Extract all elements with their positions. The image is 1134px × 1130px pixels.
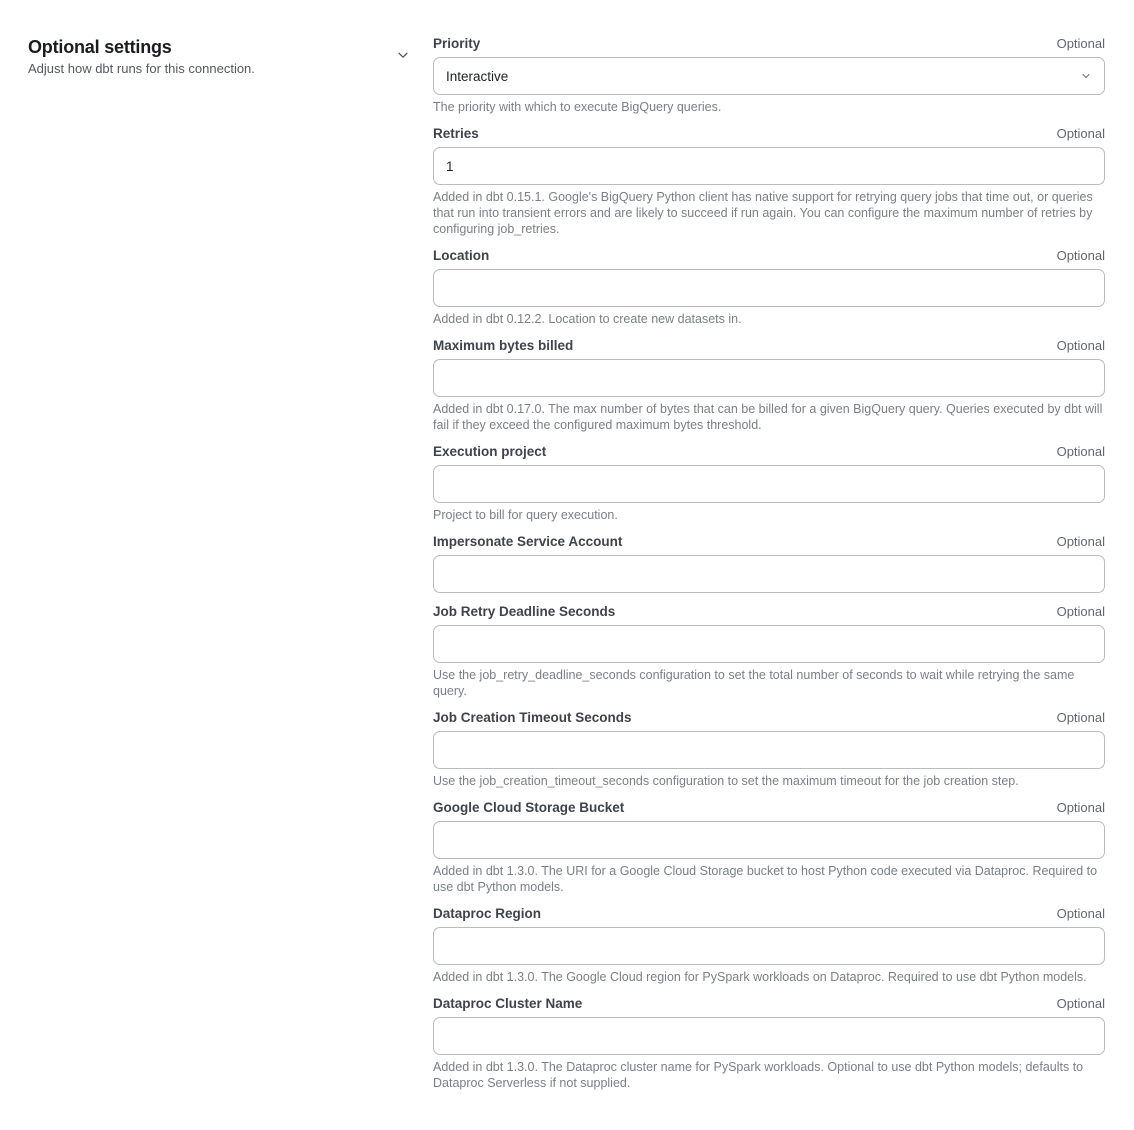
field-execution-project <box>433 444 1105 523</box>
job-creation-timeout-seconds-label: Job Creation Timeout Seconds <box>433 710 632 725</box>
location-label: Location <box>433 248 490 263</box>
dataproc-cluster-name-help-text: Added in dbt 1.3.0. The Dataproc cluster name for PySpark workloads. Optional to use dbt Python models; defaults to Dataproc Serverless if not supplied. <box>433 1060 1084 1090</box>
job-retry-deadline-seconds-label: Job Retry Deadline Seconds <box>433 604 616 619</box>
field-maximum-bytes-billed <box>433 338 1105 433</box>
field-label-row <box>433 248 1105 264</box>
google-cloud-storage-bucket-optional-badge: Optional <box>1056 800 1105 815</box>
field-job-retry-deadline-seconds <box>433 604 1105 699</box>
field-label-row <box>433 534 1105 550</box>
page-title: Optional settings <box>28 37 172 57</box>
priority-select[interactable] <box>433 57 1105 95</box>
chevron-down-icon <box>1080 70 1092 82</box>
field-google-cloud-storage-bucket <box>433 800 1105 895</box>
field-label-row <box>433 444 1105 460</box>
field-dataproc-region <box>433 906 1105 985</box>
dataproc-cluster-name-input[interactable] <box>433 1017 1105 1055</box>
retries-label: Retries <box>433 126 479 141</box>
field-label-row <box>433 906 1105 922</box>
retries-help-text: Added in dbt 0.15.1. Google's BigQuery Python client has native support for retrying query jobs that time out, or queries that run into transient errors and are likely to succeed if run again. You can configure the maximum number of retries by configuring job_retries. <box>433 190 1093 236</box>
field-label-row <box>433 604 1105 620</box>
google-cloud-storage-bucket-label: Google Cloud Storage Bucket <box>433 800 625 815</box>
priority-help-text: The priority with which to execute BigQuery queries. <box>433 100 722 114</box>
maximum-bytes-billed-optional-badge: Optional <box>1056 338 1105 353</box>
job-creation-timeout-seconds-optional-badge: Optional <box>1056 710 1105 725</box>
dataproc-region-optional-badge: Optional <box>1056 906 1105 921</box>
field-label-row <box>433 338 1105 354</box>
field-label-row <box>433 710 1105 726</box>
job-creation-timeout-seconds-help-text: Use the job_creation_timeout_seconds configuration to set the maximum timeout for the job creation step. <box>433 774 1019 788</box>
field-label-row <box>433 36 1105 52</box>
impersonate-service-account-label: Impersonate Service Account <box>433 534 623 549</box>
priority-selected-value: Interactive <box>446 68 509 84</box>
page-subtitle: Adjust how dbt runs for this connection. <box>28 61 255 76</box>
location-help-text: Added in dbt 0.12.2. Location to create new datasets in. <box>433 312 742 326</box>
dataproc-cluster-name-optional-badge: Optional <box>1056 996 1105 1011</box>
dataproc-cluster-name-label: Dataproc Cluster Name <box>433 996 583 1011</box>
field-label-row <box>433 996 1105 1012</box>
google-cloud-storage-bucket-help-text: Added in dbt 1.3.0. The URI for a Google Cloud Storage bucket to host Python code executed via Dataproc. Required to use dbt Python models. <box>433 864 1098 894</box>
field-priority <box>433 36 1105 115</box>
execution-project-input[interactable] <box>433 465 1105 503</box>
job-retry-deadline-seconds-help-text: Use the job_retry_deadline_seconds configuration to set the total number of seconds to wait while retrying the same query. <box>433 668 1075 698</box>
impersonate-service-account-input[interactable] <box>433 555 1105 593</box>
job-retry-deadline-seconds-input[interactable] <box>433 625 1105 663</box>
field-label-row <box>433 126 1105 142</box>
field-location <box>433 248 1105 327</box>
google-cloud-storage-bucket-input[interactable] <box>433 821 1105 859</box>
settings-form <box>433 36 1105 1102</box>
field-retries <box>433 126 1105 237</box>
field-impersonate-service-account <box>433 534 1105 593</box>
priority-label: Priority <box>433 36 481 51</box>
retries-input[interactable] <box>433 147 1105 185</box>
impersonate-service-account-optional-badge: Optional <box>1056 534 1105 549</box>
section-header-text <box>28 36 255 77</box>
location-optional-badge: Optional <box>1056 248 1105 263</box>
dataproc-region-help-text: Added in dbt 1.3.0. The Google Cloud region for PySpark workloads on Dataproc. Required to use dbt Python models. <box>433 970 1087 984</box>
dataproc-region-input[interactable] <box>433 927 1105 965</box>
job-retry-deadline-seconds-optional-badge: Optional <box>1056 604 1105 619</box>
field-dataproc-cluster-name <box>433 996 1105 1091</box>
section-collapse-chevron-icon[interactable] <box>396 48 410 62</box>
field-label-row <box>433 800 1105 816</box>
execution-project-optional-badge: Optional <box>1056 444 1105 459</box>
field-job-creation-timeout-seconds <box>433 710 1105 789</box>
maximum-bytes-billed-input[interactable] <box>433 359 1105 397</box>
job-creation-timeout-seconds-input[interactable] <box>433 731 1105 769</box>
retries-optional-badge: Optional <box>1056 126 1105 141</box>
maximum-bytes-billed-label: Maximum bytes billed <box>433 338 574 353</box>
maximum-bytes-billed-help-text: Added in dbt 0.17.0. The max number of bytes that can be billed for a given BigQuery query. Queries executed by dbt will fail if they exceed the configured maximum bytes threshold. <box>433 402 1103 432</box>
execution-project-help-text: Project to bill for query execution. <box>433 508 618 522</box>
dataproc-region-label: Dataproc Region <box>433 906 542 921</box>
location-input[interactable] <box>433 269 1105 307</box>
section-header <box>28 36 410 77</box>
execution-project-label: Execution project <box>433 444 547 459</box>
priority-optional-badge: Optional <box>1056 36 1105 51</box>
